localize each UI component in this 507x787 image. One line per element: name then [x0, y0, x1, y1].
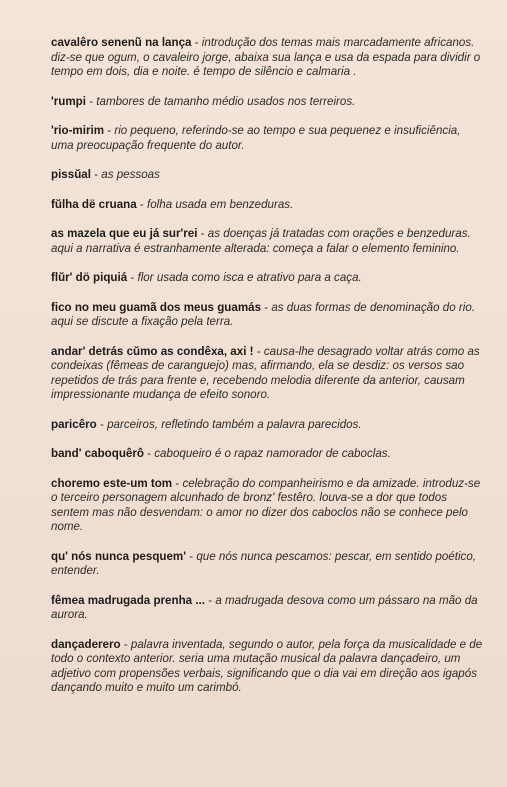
- entry-definition: introdução dos temas mais marcadamente africanos. diz-se que ogum, o cavaleiro jorge, abaixa sua lança e usa da espada para dividir o tempo em dois, dia e noite. é tempo de silêncio e calmaria .: [51, 36, 481, 78]
- entry-definition: as pessoas: [101, 168, 160, 181]
- glossary-entry: 'rumpi - tambores de tamanho médio usados nos terreiros.: [51, 94, 356, 108]
- entry-term: 'rumpi: [51, 94, 86, 108]
- entry-term: fŭlha dë cruana: [51, 197, 137, 211]
- glossary-entry: band' caboquêrô - caboqueiro é o rapaz namorador de caboclas.: [51, 447, 391, 460]
- entry-definition: tambores de tamanho médio usados nos terreiros.: [96, 94, 356, 108]
- entry-term: paricêro: [51, 417, 97, 431]
- entry-definition: flor usada como isca e atrativo para a caça.: [137, 271, 362, 284]
- entry-definition: causa-lhe desagrado voltar atrás como as condeixas (fêmeas de caranguejo) mas, afirmando, ela se desdiz: os versos sao repetidos de trás para frente e, recebendo melodia diferente da anterior, causam impressionante mudança de efeito sonoro.: [51, 344, 480, 401]
- entry-term: dançaderero: [51, 637, 121, 651]
- glossary-entry: fêmea madrugada prenha ... - a madrugada desova como um pássaro na mão da aurora.: [51, 593, 478, 621]
- glossary-entry: cavalêro senenũ na lança - introdução dos temas mais marcadamente africanos. diz-se que ogum, o cavaleiro jorge, abaixa sua lança e usa da espada para dividir o tempo em dois, dia e noite. é tempo de silêncio e calmaria .: [51, 36, 481, 78]
- entry-term: fêmea madrugada prenha ...: [51, 593, 205, 607]
- glossary-entry: fico no meu guamã dos meus guamás - as duas formas de denominação do rio. aqui se discute a fixação pela terra.: [51, 300, 475, 328]
- entry-definition: folha usada em benzeduras.: [147, 197, 294, 211]
- glossary-entry: dançaderero - palavra inventada, segundo o autor, pela força da musicalidade e de todo o contexto anterior. seria uma mutação musical da palavra dançadeiro, um adjetivo com propensões verbais, significando que o dia vai em direção aos igapós dançando muito e muito um carimbó.: [51, 637, 483, 694]
- glossary-entry: as mazela que eu já sur'rei - as doenças já tratadas com orações e benzeduras. aqui a narrativa é estranhamente alterada: começa a falar o elemento feminino.: [51, 227, 471, 255]
- entry-definition: parceiros, refletindo também a palavra parecidos.: [107, 417, 362, 431]
- entry-definition: a madrugada desova como um pássaro na mão da aurora.: [51, 593, 478, 621]
- glossary-entry: 'rio-mirim - rio pequeno, referindo-se ao tempo e sua pequenez e insuficiência, uma preocupação frequente do autor.: [51, 124, 461, 152]
- glossary-entry: qu' nós nunca pesquem' - que nós nunca pescamos: pescar, em sentido poético, entender.: [51, 549, 477, 577]
- glossary-entry: andar' detrás cŭmo as condêxa, axi ! - causa-lhe desagrado voltar atrás como as condeixas (fêmeas de caranguejo) mas, afirmando, ela se desdiz: os versos sao repetidos de trás para frente e, recebendo melodia diferente da anterior, causam impressionante mudança de efeito sonoro.: [51, 344, 480, 401]
- entry-definition: celebração do companheirismo e da amizade. introduz-se o terceiro personagem alcunhado de bronz' festêro. louva-se a dor que todos sentem mas não desvendam: o amor no dizer dos caboclos não se conhece pelo nome.: [51, 476, 481, 533]
- entry-term: qu' nós nunca pesquem': [51, 549, 186, 563]
- entry-term: choremo este-um tom: [51, 476, 173, 490]
- entry-definition: que nós nunca pescamos: pescar, em sentido poético, entender.: [51, 549, 477, 577]
- entry-definition: as doenças já tratadas com orações e benzeduras. aqui a narrativa é estranhamente alterada: começa a falar o elemento feminino.: [51, 227, 471, 255]
- entry-term: flŭr' dö piquiá: [51, 271, 128, 284]
- entry-definition: as duas formas de denominação do rio. aqui se discute a fixação pela terra.: [51, 300, 475, 328]
- entry-term: fico no meu guamã dos meus guamás: [51, 300, 262, 314]
- entry-term: pissŭal: [51, 168, 91, 181]
- entry-term: as mazela que eu já sur'rei: [51, 227, 198, 240]
- glossary-entry: fŭlha dë cruana - folha usada em benzeduras.: [51, 197, 294, 211]
- entry-term: 'rio-mirim: [51, 124, 105, 137]
- glossary-entry: paricêro - parceiros, refletindo também a palavra parecidos.: [51, 417, 362, 431]
- glossary-entry: flŭr' dö piquiá - flor usada como isca e atrativo para a caça.: [51, 271, 362, 284]
- glossary-entry: choremo este-um tom - celebração do companheirismo e da amizade. introduz-se o terceiro personagem alcunhado de bronz' festêro. louva-se a dor que todos sentem mas não desvendam: o amor no dizer dos caboclos não se conhece pelo nome.: [51, 476, 481, 533]
- entry-term: andar' detrás cŭmo as condêxa, axi !: [51, 344, 254, 358]
- entry-term: band' caboquêrô: [51, 447, 144, 460]
- entry-term: cavalêro senenũ na lança: [51, 36, 192, 49]
- glossary-entry: pissŭal - as pessoas: [51, 168, 160, 181]
- entry-definition: rio pequeno, referindo-se ao tempo e sua pequenez e insuficiência, uma preocupação frequente do autor.: [51, 124, 461, 152]
- entry-definition: palavra inventada, segundo o autor, pela força da musicalidade e de todo o contexto anterior. seria uma mutação musical da palavra dançadeiro, um adjetivo com propensões verbais, significando que o dia vai em direção aos igapós dançando muito e muito um carimbó.: [51, 637, 483, 694]
- entry-definition: caboqueiro é o rapaz namorador de caboclas.: [154, 447, 391, 460]
